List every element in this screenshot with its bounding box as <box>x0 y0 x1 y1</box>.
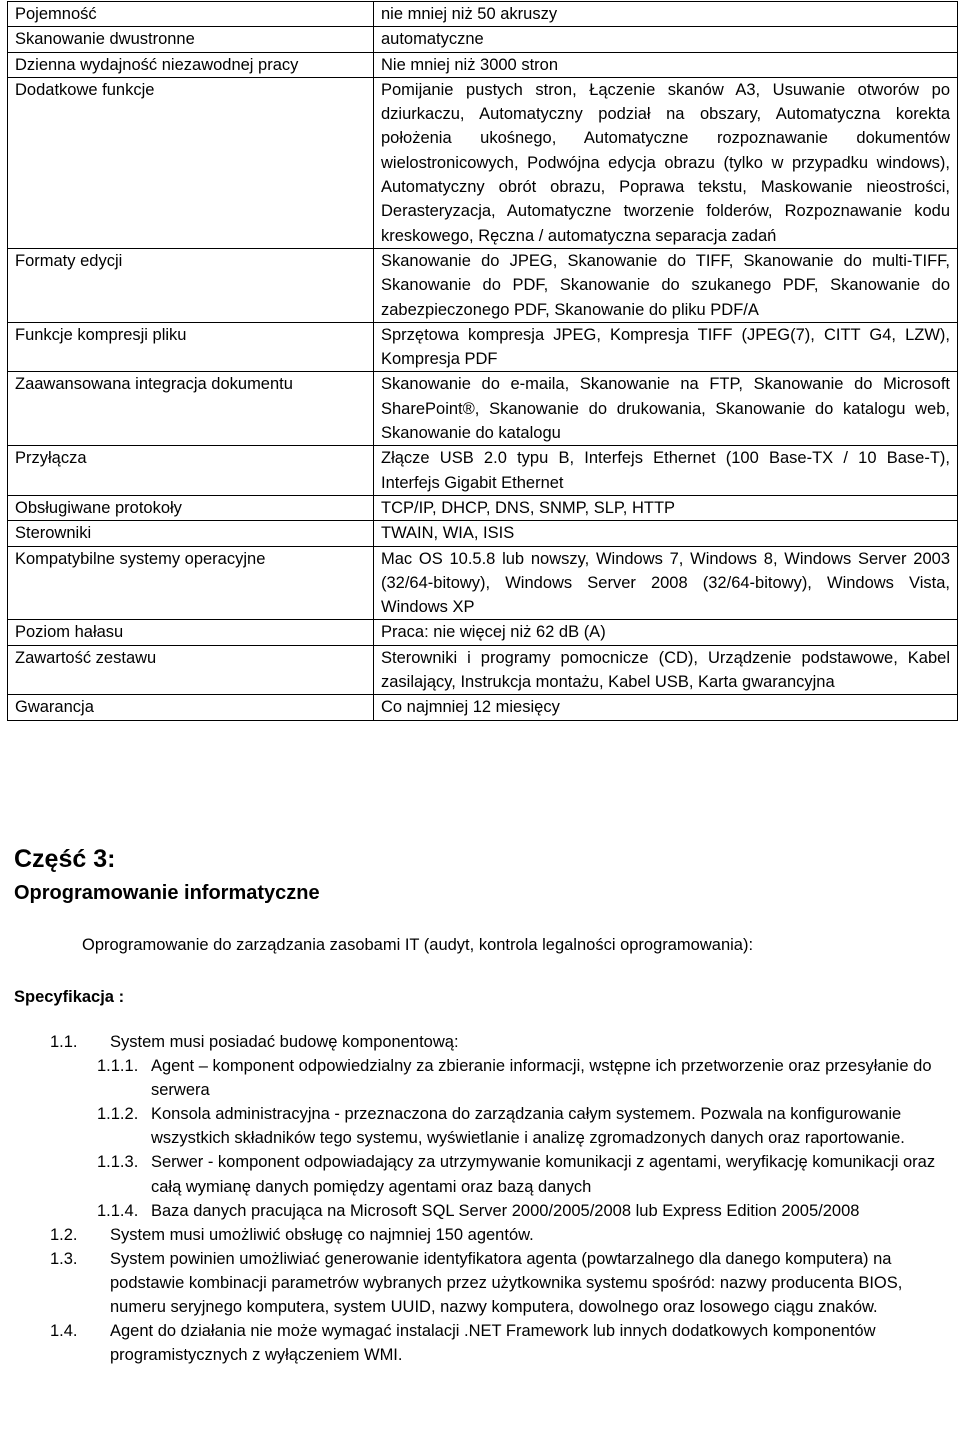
item-number: 1.2. <box>50 1225 78 1244</box>
list-item <box>0 1199 960 1223</box>
spec-key: Kompatybilne systemy operacyjne <box>8 546 374 620</box>
spec-key: Zaawansowana integracja dokumentu <box>8 372 374 446</box>
spec-key: Skanowanie dwustronne <box>8 27 374 52</box>
spec-key: Obsługiwane protokoły <box>8 495 374 520</box>
list-item <box>0 1054 960 1102</box>
item-number: 1.1.1. <box>97 1057 139 1076</box>
spec-value: nie mniej niż 50 akruszy <box>374 2 958 27</box>
table-row <box>8 495 958 520</box>
item-text: Baza danych pracująca na Microsoft SQL Server 2000/2005/2008 lub Express Edition 2005/2008 <box>151 1201 860 1220</box>
list-item <box>0 1319 960 1367</box>
specification-label: Specyfikacja : <box>14 988 125 1006</box>
item-text: System powinien umożliwiać generowanie identyfikatora agenta (powtarzalnego dla danego komputera) na podstawie kombinacji parametrów wybranych przez użytkownika systemu spośród: nazwy producenta BIOS, numeru seryjnego komputera, system UUID, nazwy komputera, dowolnego oraz losowego ciągu znaków. <box>110 1249 903 1317</box>
spec-value: TCP/IP, DHCP, DNS, SNMP, SLP, HTTP <box>374 495 958 520</box>
item-number: 1.1.2. <box>97 1105 139 1124</box>
spec-value: Sprzętowa kompresja JPEG, Kompresja TIFF (JPEG(7), CITT G4, LZW), Kompresja PDF <box>374 322 958 372</box>
spec-key: Formaty edycji <box>8 248 374 322</box>
spec-value: Skanowanie do JPEG, Skanowanie do TIFF, Skanowanie do multi-TIFF, Skanowanie do PDF, Skanowanie do szukanego PDF, Skanowanie do zabezpieczonego PDF, Skanowanie do pliku PDF/A <box>374 248 958 322</box>
spec-value: Co najmniej 12 miesięcy <box>374 695 958 720</box>
item-number: 1.4. <box>50 1322 78 1341</box>
list-item <box>0 1223 960 1247</box>
item-text: Serwer - komponent odpowiadający za utrzymywanie komunikacji z agentami, weryfikację komunikacji oraz całą wymianę danych pomiędzy agentami oraz bazą danych <box>151 1153 936 1196</box>
spec-value: Nie mniej niż 3000 stron <box>374 52 958 77</box>
spec-value: Mac OS 10.5.8 lub nowszy, Windows 7, Windows 8, Windows Server 2003 (32/64-bitowy), Windows Server 2008 (32/64-bitowy), Windows Vista, Windows XP <box>374 546 958 620</box>
table-row <box>8 248 958 322</box>
spec-key: Dzienna wydajność niezawodnej pracy <box>8 52 374 77</box>
part-heading: Część 3: <box>14 845 116 873</box>
item-number: 1.1.4. <box>97 1201 139 1220</box>
item-text: System musi posiadać budowę komponentową: <box>110 1033 459 1051</box>
table-row <box>8 52 958 77</box>
table-row <box>8 2 958 27</box>
spec-key: Dodatkowe funkcje <box>8 77 374 248</box>
item-number: 1.1.3. <box>97 1153 139 1172</box>
intro-text: Oprogramowanie do zarządzania zasobami IT (audyt, kontrola legalności oprogramowania): <box>82 936 754 954</box>
list-item <box>0 1247 960 1319</box>
spec-value: Skanowanie do e-maila, Skanowanie na FTP, Skanowanie do Microsoft SharePoint®, Skanowanie do drukowania, Skanowanie do katalogu web, Skanowanie do katalogu <box>374 372 958 446</box>
list-item <box>0 1030 960 1054</box>
list-item <box>0 1150 960 1198</box>
table-row <box>8 645 958 695</box>
part-subheading: Oprogramowanie informatyczne <box>14 882 320 904</box>
item-text: Agent do działania nie może wymagać instalacji .NET Framework lub innych dodatkowych komponentów programistycznych z wyłączeniem WMI. <box>110 1322 876 1365</box>
table-row <box>8 372 958 446</box>
item-text: System musi umożliwić obsługę co najmniej 150 agentów. <box>110 1225 534 1244</box>
table-row <box>8 77 958 248</box>
table-row <box>8 695 958 720</box>
spec-key: Funkcje kompresji pliku <box>8 322 374 372</box>
spec-value: Złącze USB 2.0 typu B, Interfejs Ethernet (100 Base-TX / 10 Base-T), Interfejs Gigabit Ethernet <box>374 446 958 496</box>
table-row <box>8 620 958 645</box>
requirements-list <box>0 1030 960 1367</box>
spec-key: Poziom hałasu <box>8 620 374 645</box>
spec-value: Sterowniki i programy pomocnicze (CD), Urządzenie podstawowe, Kabel zasilający, Instrukcja montażu, Kabel USB, Karta gwarancyjna <box>374 645 958 695</box>
table-row <box>8 546 958 620</box>
spec-value: automatyczne <box>374 27 958 52</box>
spec-value: Pomijanie pustych stron, Łączenie skanów A3, Usuwanie otworów po dziurkaczu, Automatyczny podział na obszary, Automatyczna korekta położenia ukośnego, Automatyczne rozpoznawanie dokumentów wielostronicowych, Podwójna edycja obrazu (tylko w przypadku windows), Automatyczny obrót obrazu, Poprawa tekstu, Maskowanie nieostrości, Derasteryzacja, Automatyczne tworzenie folderów, Rozpoznawanie kodu kreskowego, Ręczna / automatyczna separacja zadań <box>374 77 958 248</box>
spec-key: Sterowniki <box>8 521 374 546</box>
table-row <box>8 322 958 372</box>
spec-value: TWAIN, WIA, ISIS <box>374 521 958 546</box>
table-row <box>8 27 958 52</box>
spec-key: Gwarancja <box>8 695 374 720</box>
table-row <box>8 521 958 546</box>
table-row <box>8 446 958 496</box>
item-number: 1.1. <box>50 1033 78 1051</box>
spec-key: Przyłącza <box>8 446 374 496</box>
item-text: Konsola administracyjna - przeznaczona do zarządzania całym systemem. Pozwala na konfigurowanie wszystkich składników tego systemu, wyświetlanie i analizę zgromadzonych danych oraz raportowanie. <box>151 1105 905 1148</box>
spec-key: Zawartość zestawu <box>8 645 374 695</box>
spec-key: Pojemność <box>8 2 374 27</box>
spec-value: Praca: nie więcej niż 62 dB (A) <box>374 620 958 645</box>
item-number: 1.3. <box>50 1249 78 1268</box>
item-text: Agent – komponent odpowiedzialny za zbieranie informacji, wstępne ich przetworzenie oraz przesyłanie do serwera <box>151 1057 932 1100</box>
list-item <box>0 1102 960 1150</box>
spec-table <box>7 1 958 721</box>
